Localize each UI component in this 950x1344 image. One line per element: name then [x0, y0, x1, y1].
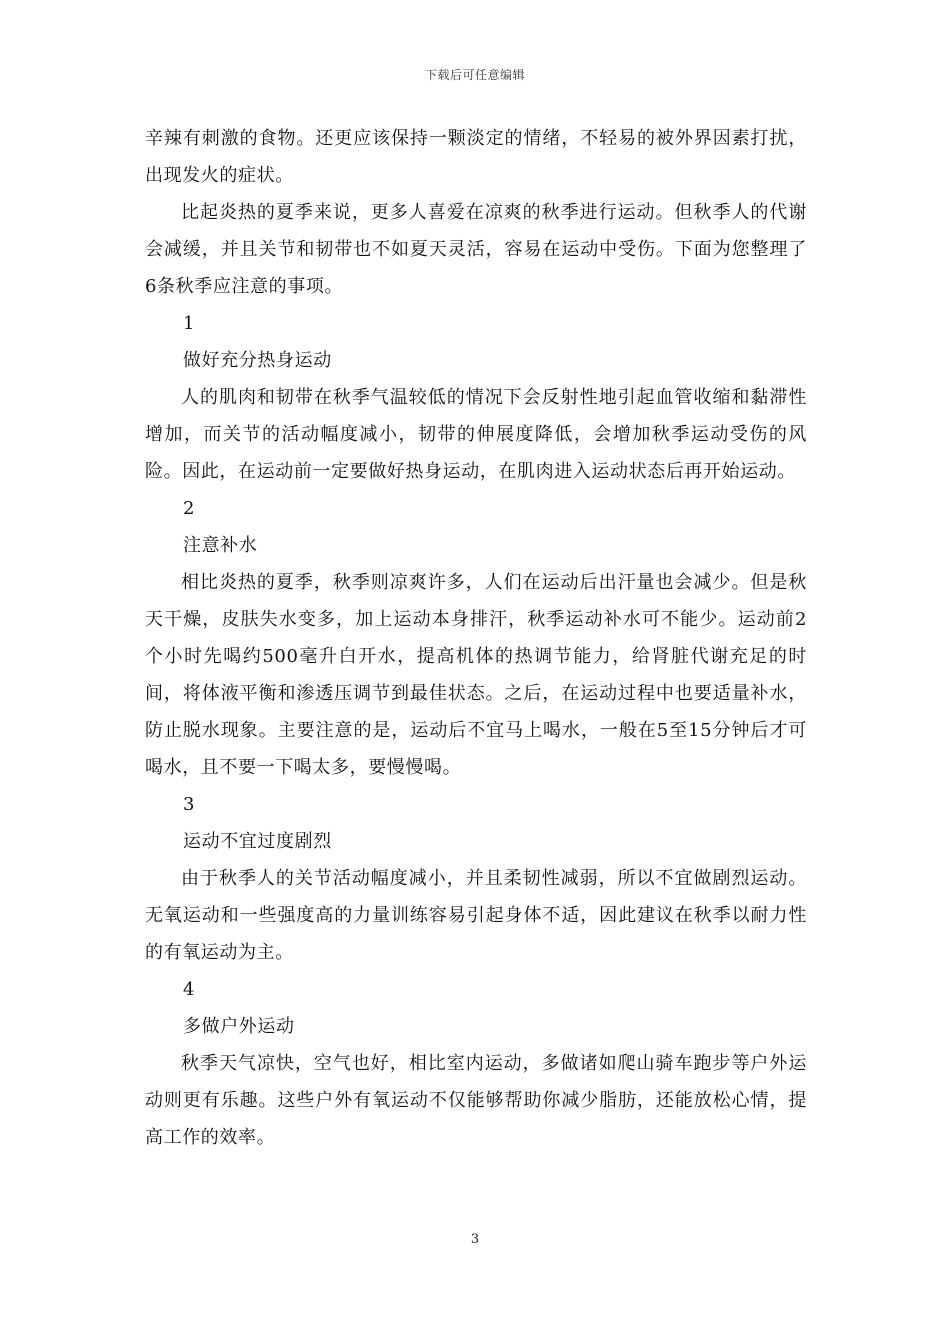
item-heading-2: 注意补水 — [183, 535, 258, 556]
item-heading-1: 做好充分热身运动 — [183, 350, 332, 371]
paragraph-continuation: 辛辣有刺激的食物。还更应该保持一颗淡定的情绪，不轻易的被外界因素打扰，出现发火的症状。 — [145, 128, 807, 186]
item-paragraph-4: 秋季天气凉快，空气也好，相比室内运动，多做诸如爬山骑车跑步等户外运动则更有乐趣。这些户外有氧运动不仅能够帮助你减少脂肪，还能放松心情，提高工作的效率。 — [145, 1053, 807, 1148]
paragraph-intro: 比起炎热的夏季来说，更多人喜爱在凉爽的秋季进行运动。但秋季人的代谢会减缓，并且关节和韧带也不如夏天灵活，容易在运动中受伤。下面为您整理了6条秋季应注意的事项。 — [145, 202, 807, 297]
item-number-2: 2 — [183, 498, 196, 519]
item-heading-4: 多做户外运动 — [183, 1016, 295, 1037]
page-header: 下载后可任意编辑 — [424, 68, 525, 82]
document-body — [145, 120, 807, 1156]
page-number: 3 — [470, 1232, 480, 1247]
item-heading-3: 运动不宜过度剧烈 — [183, 831, 332, 852]
item-paragraph-2: 相比炎热的夏季，秋季则凉爽许多，人们在运动后出汗量也会减少。但是秋天干燥，皮肤失水变多，加上运动本身排汗，秋季运动补水可不能少。运动前2个小时先喝约500毫升白开水，提高机体的热调节能力，给肾脏代谢充足的时间，将体液平衡和渗透压调节到最佳状态。之后，在运动过程中也要适量补水，防止脱水现象。主要注意的是，运动后不宜马上喝水，一般在5至15分钟后才可喝水，且不要一下喝太多，要慢慢喝。 — [145, 572, 807, 778]
item-number-3: 3 — [183, 794, 196, 815]
item-number-1: 1 — [183, 313, 196, 334]
item-number-4: 4 — [183, 979, 196, 1000]
item-paragraph-3: 由于秋季人的关节活动幅度减小，并且柔韧性减弱，所以不宜做剧烈运动。无氧运动和一些强度高的力量训练容易引起身体不适，因此建议在秋季以耐力性的有氧运动为主。 — [145, 868, 807, 963]
item-paragraph-1: 人的肌肉和韧带在秋季气温较低的情况下会反射性地引起血管收缩和黏滞性增加，而关节的活动幅度减小，韧带的伸展度降低，会增加秋季运动受伤的风险。因此，在运动前一定要做好热身运动，在肌肉进入运动状态后再开始运动。 — [145, 387, 807, 482]
